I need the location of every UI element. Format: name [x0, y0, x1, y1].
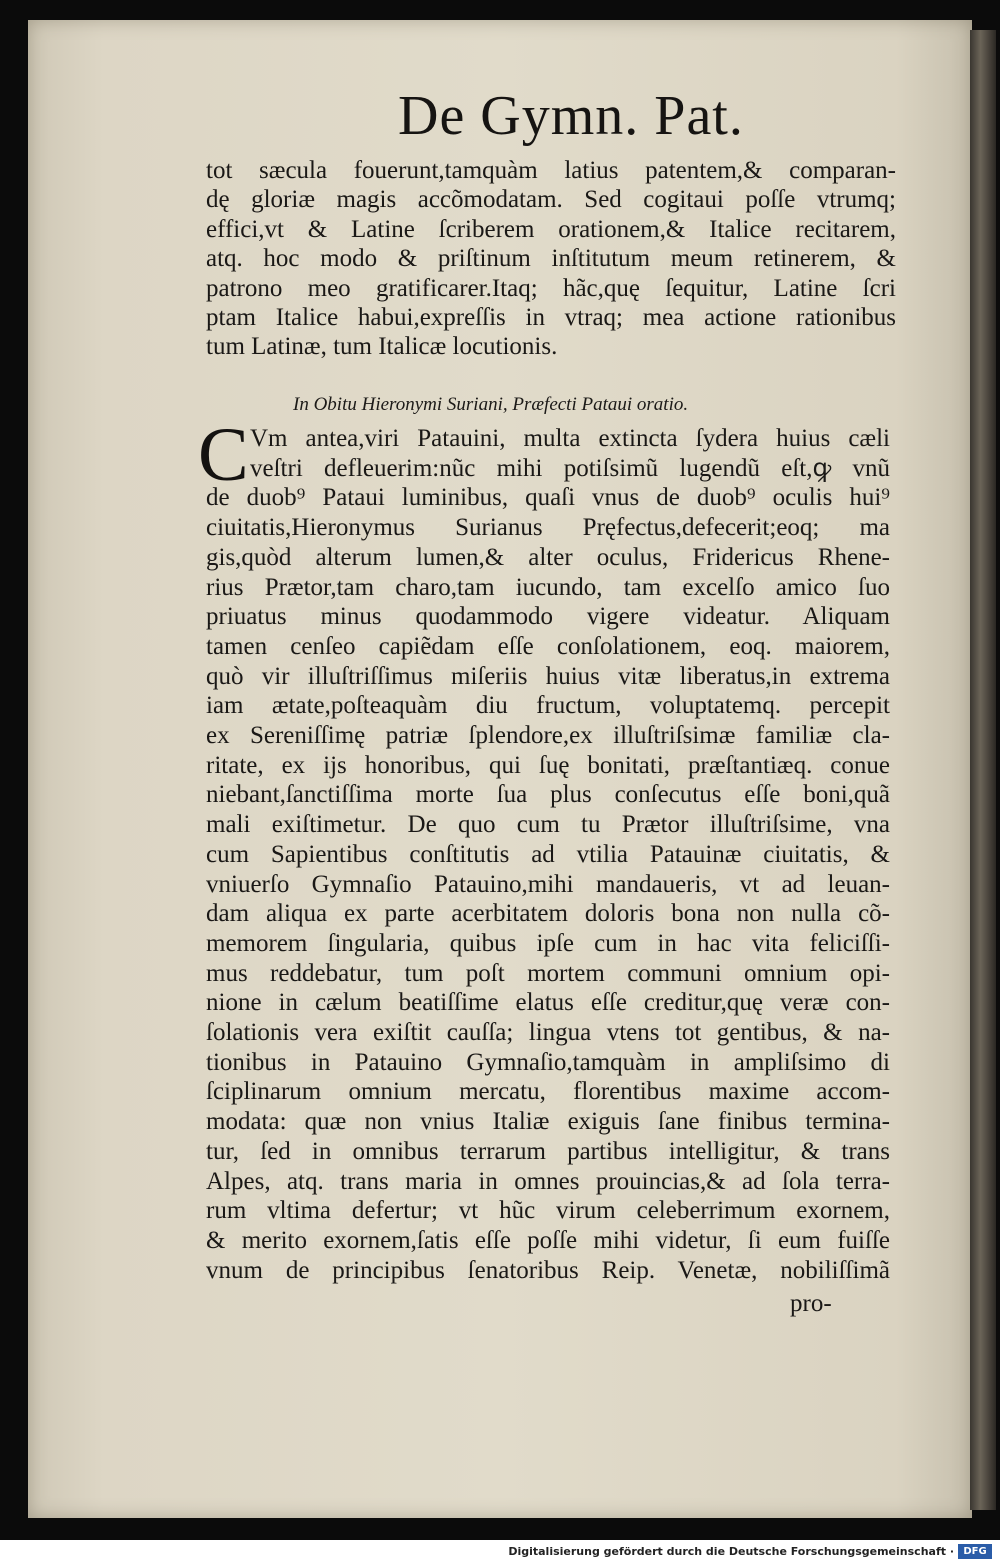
text-line: dam aliqua ex parte acerbitatem doloris bona non nulla cõ- — [206, 900, 890, 928]
text-line: tamen cenſeo capiẽdam eſſe conſolationem, eoq. maiorem, — [206, 632, 890, 660]
text-line: vniuerſo Gymnaſio Patauino,mihi mandaueris, vt ad leuan- — [206, 870, 890, 898]
text-line: atq. hoc modo & priſtinum inſtitutum meum retinerem, & — [206, 245, 896, 273]
text-line: ſolationis vera exiſtit cauſſa; lingua vtens tot gentibus, & na- — [206, 1019, 890, 1047]
text-line: modata: quæ non vnius Italiæ exiguis ſane finibus termina- — [206, 1108, 890, 1136]
text-line: nione in cælum beatiſſime elatus eſſe creditur,quę veræ con- — [206, 989, 890, 1017]
digitization-footer — [0, 1540, 1000, 1564]
text-line: cum Sapientibus conſtitutis ad vtilia Patauinæ ciuitatis, & — [206, 840, 890, 868]
dfg-logo: DFG — [958, 1544, 992, 1559]
text-line: rum vltima defertur; vt hũc virum celeberrimum exornem, — [206, 1197, 890, 1225]
drop-cap: C — [198, 413, 249, 497]
text-line: & merito exornem,ſatis eſſe poſſe mihi videtur, ſi eum fuiſſe — [206, 1226, 890, 1254]
section-title: In Obitu Hieronymi Suriani, Præfecti Pataui oratio. — [293, 394, 689, 415]
text-line: vnum de principibus ſenatoribus Reip. Venetæ, nobiliſſimã — [206, 1256, 890, 1284]
text-line: tot sæcula fouerunt,tamquàm latius patentem,& comparan- — [206, 157, 896, 184]
text-line: rius Prætor,tam charo,tam iucundo, tam excelſo amico ſuo — [206, 573, 890, 601]
text-line: ex Sereniſſimę patriæ ſplendore,ex illuſtriſsimæ familiæ cla- — [206, 722, 890, 750]
text-line: patrono meo gratificarer.Itaq; hãc,quę ſequitur, Latine ſcri — [206, 274, 896, 302]
text-line: niebant,ſanctiſſima morte ſua plus conſecutus eſſe boni,quã — [206, 781, 890, 809]
text-line: ritate, ex ijs honoribus, qui ſuę bonitati, præſtantiæq. conue — [206, 751, 890, 779]
text-line: quò vir illuſtriſſimus miſeriis huius vitæ liberatus,in extrema — [206, 662, 890, 690]
text-line: gis,quòd alterum lumen,& alter oculus, Fridericus Rhene- — [206, 543, 890, 571]
text-line: tionibus in Patauino Gymnaſio,tamquàm in ampliſsimo di — [206, 1048, 890, 1076]
text-line: de duob⁹ Pataui luminibus, quaſi vnus de duob⁹ oculis hui⁹ — [206, 484, 890, 512]
paragraph-oration — [198, 413, 890, 1285]
text-line: mus reddebatur, tum poſt mortem communi omnium opi- — [206, 959, 890, 987]
footer-text: Digitalisierung gefördert durch die Deutsche Forschungsgemeinschaft · — [508, 1545, 954, 1558]
text-line: veſtri defleuerim:nũc mihi potiſsimũ lugendũ eſt,ꝙ vnũ — [250, 454, 890, 482]
text-line: ciuitatis,Hieronymus Surianus Pręfectus,defecerit;eoq; ma — [206, 514, 890, 542]
text-line: ptam Italice habui,expreſſis in vtraq; mea actione rationibus — [206, 304, 896, 332]
page-edge — [970, 30, 996, 1510]
text-line: Vm antea,viri Patauini, multa extincta ſydera huius cæli — [250, 425, 890, 452]
text-line: mali exiſtimetur. De quo cum tu Prætor illuſtriſsime, vna — [206, 811, 890, 839]
text-line: iam ætate,poſteaquàm diu fructum, voluptatemq. percepit — [206, 692, 890, 720]
catchword: pro- — [790, 1290, 832, 1317]
text-line: ſciplinarum omnium mercatu, florentibus maxime accom- — [206, 1078, 890, 1106]
running-head-text: De Gymn. Pat. — [398, 85, 744, 147]
text-line: tur, ſed in omnibus terrarum partibus intelligitur, & trans — [206, 1137, 890, 1165]
text-line: priuatus minus quodammodo vigere videatur. Aliquam — [206, 603, 890, 631]
text-line: tum Latinæ, tum Italicæ locutionis. — [206, 333, 558, 361]
text-line: effici,vt & Latine ſcriberem orationem,& Italice recitarem, — [206, 215, 896, 243]
text-line: memorem ſingularia, quibus ipſe cum in hac vita feliciſſi- — [206, 929, 890, 957]
text-line: dę gloriæ magis accõmodatam. Sed cogitaui poſſe vtrumq; — [206, 186, 896, 214]
text-line: Alpes, atq. trans maria in omnes prouincias,& ad ſola terra- — [206, 1167, 890, 1195]
paragraph-intro — [206, 156, 896, 362]
